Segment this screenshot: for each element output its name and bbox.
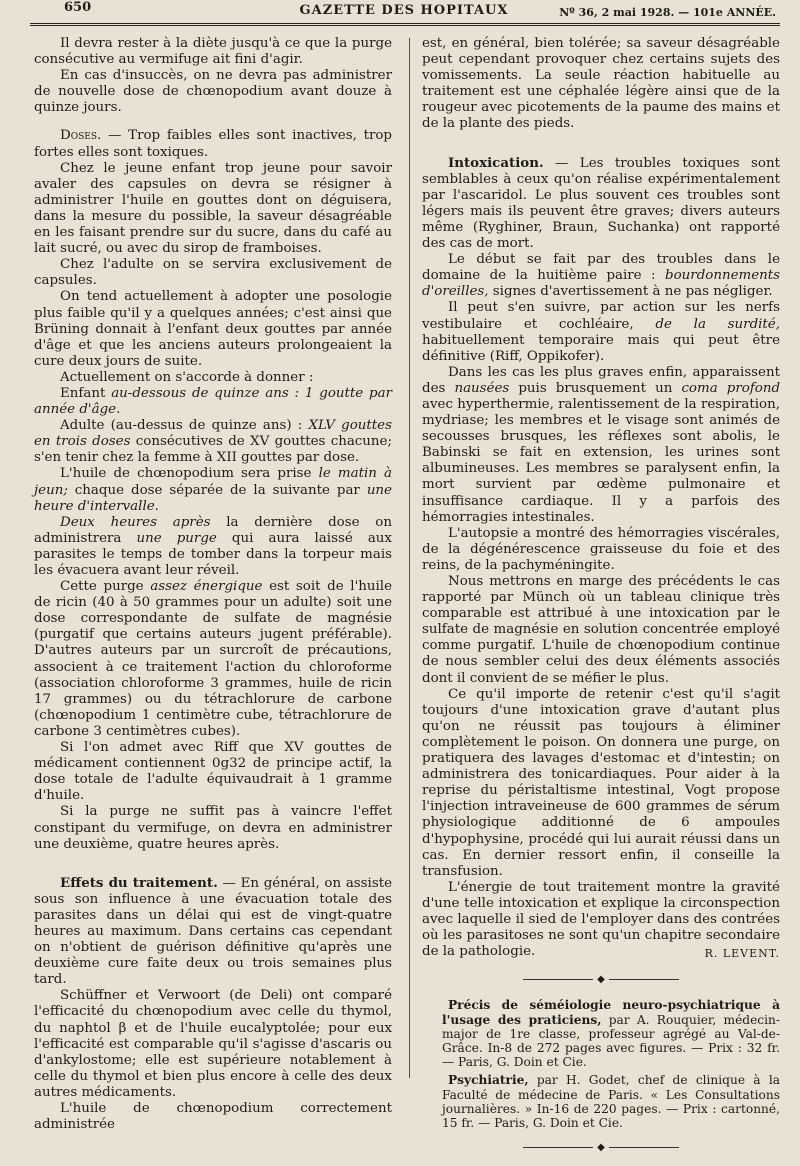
text: Cette purge [60, 579, 151, 595]
left-column [34, 36, 392, 1133]
paragraph: L'autopsie a montré des hémorragies viscérales, de la dégénérescence graisseuse du foie et des reins, de la pachyméningite. [422, 525, 780, 573]
text: puis brusquement un [509, 380, 682, 396]
text: est soit de l'huile de ricin (40 à 50 grammes pour un adulte) soit une dose correspondante de sulfate de magnésie (purgatif que certains auteurs jugent préférable). D'autres auteurs par un surcroît de précautions, associent à ce traitement l'action du chloroforme (association chloroforme 3 grammes, huile de ricin 17 grammes) ou du tétrachlorure de carbone (chœnopodium 1 centimètre cube, tétrachlorure de carbone 3 centimètres cubes). [34, 579, 393, 739]
italic-text: nausées [454, 380, 510, 396]
column-divider [409, 38, 410, 1078]
italic-text: le matin à jeun; [34, 466, 392, 498]
paragraph [422, 300, 780, 364]
italic-text: Deux heures après [60, 514, 211, 530]
journal-title: GAZETTE DES HOPITAUX [299, 3, 509, 18]
paragraph [34, 386, 392, 418]
paragraph: est, en général, bien tolérée; sa saveur désagréable peut cependant provoquer chez certains sujets des vomissements. La seule réaction habituelle au traitement est une céphalée légère ainsi que de la rougeur avec picotements de la paume des mains et de la plante des pieds. [422, 36, 780, 132]
section-heading-intoxication: Intoxication. [448, 154, 544, 171]
paragraph: Si l'on admet avec Riff que XV gouttes de médicament contiennent 0g32 de principe actif, la dose totale de l'adulte équivaudrait à 1 gramme d'huile. [34, 740, 392, 804]
text: la dernière dose on administrera [34, 514, 392, 546]
text: Le début se fait par des troubles dans le domaine de la huitième paire : [422, 252, 780, 284]
header-rule [30, 23, 780, 26]
paragraph-doses [34, 128, 392, 160]
paragraph [34, 466, 392, 514]
text: Dans les cas les plus graves enfin, apparaissent des [422, 364, 780, 396]
paragraph: On tend actuellement à adopter une posologie plus faible qu'il y a quelques années; c'est ainsi que Brüning donnait à l'enfant deux gouttes par année d'âge et que les anciens auteurs prolongeaient la cure deux jours de suite. [34, 289, 392, 369]
italic-text: coma profond [681, 380, 781, 396]
text: L'huile de chœnopodium sera prise [60, 466, 319, 482]
paragraph: Si la purge ne suffit pas à vaincre l'effet constipant du vermifuge, on devra en administrer une deuxième, quatre heures après. [34, 804, 392, 852]
paragraph [34, 418, 392, 466]
book-title: Psychiatrie, [448, 1073, 529, 1088]
text: avec hyperthermie, ralentissement de la respiration, mydriase; les membres et le visage sont animés de secousses brusques, les réflexes sont abolis, le Babinski se fait en extension, les urines sont albumineuses. Les membres se paralysent enfin, la mort survient par œdème pulmonaire et insuffisance cardiaque. Il y a parfois des hémorragies intestinales. [422, 396, 780, 525]
paragraph [34, 579, 392, 740]
text: Adulte (au-dessus de quinze ans) : [60, 418, 309, 434]
book-details: par H. Godet, chef de clinique à la Faculté de médecine de Paris. « Les Consultations journalières. » In-16 de 220 pages. — Prix : cartonné, 15 fr. — Paris, G. Doin et Cie. [442, 1073, 780, 1130]
section-heading-doses: Doses. [60, 128, 102, 144]
text: qui aura laissé aux parasites le temps de tomber dans la torpeur mais les évacuera avant leur réveil. [34, 530, 392, 578]
text: Il peut s'en suivre, par action sur les nerfs vestibulaire et cochléaire, [422, 300, 780, 332]
section-heading-effets: Effets du traitement. [60, 874, 218, 891]
text: Enfant [60, 385, 112, 401]
paragraph: Il devra rester à la diète jusqu'à ce que la purge consécutive au vermifuge ait fini d'agir. [34, 36, 392, 68]
page-number: 650 [64, 0, 92, 15]
paragraph-text: — Trop faibles elles sont inactives, trop fortes elles sont toxiques. [34, 128, 392, 160]
book-details: par A. Rouquier, médecin-major de 1re classe, professeur agrégé au Val-de-Grâce. In-8 de 272 pages avec figures. — Prix : 32 fr. — Paris, G. Doin et Cie. [442, 1012, 781, 1070]
paragraph: En cas d'insuccès, on ne devra pas administrer de nouvelle dose de chœnopodium avant douze à quinze jours. [34, 68, 392, 116]
paragraph [34, 515, 392, 579]
paragraph: Ce qu'il importe de retenir c'est qu'il s'agit toujours d'une intoxication grave d'autant plus qu'on ne réussit pas toujours à éliminer complètement le poison. On donnera une purge, on pratiquera des lavages d'estomac et d'intestin; on administrera des tonicardiaques. Pour aider à la reprise du péristaltisme intestinal, Vogt propose l'injection intraveineuse de 600 grammes de sérum physiologique additionné de 6 ampoules d'hypophysine, procédé qui lui aurait réussi dans un cas. En dernier ressort enfin, il conseille la transfusion. [422, 686, 780, 879]
text: L'énergie de tout traitement montre la gravité d'une telle intoxication et explique la circonspection avec laquelle il sied de l'employer dans des contrées où les parasitoses ne sont qu'un chapitre secondaire de la pathologie. [422, 879, 780, 960]
text: habituellement temporaire mais qui peut être définitive (Riff, Oppikofer). [422, 332, 780, 364]
italic-text: une heure d'intervalle. [34, 482, 392, 514]
paragraph [422, 365, 780, 526]
paragraph: Schüffner et Verwoort (de Deli) ont comparé l'efficacité du chœnopodium avec celle du thymol, du naphtol β et de l'huile eucalyptolée; pour eux l'efficacité est comparable qu'il s'agisse d'ascaris ou d'ankylostome; elle est supérieure notablement à celle du thymol et bien plus encore à celle des deux autres médicaments. [34, 988, 392, 1100]
book-title: Précis de séméiologie neuro-psychiatrique à l'usage des praticiens, [442, 998, 780, 1027]
paragraph [422, 252, 780, 300]
paragraph: L'huile de chœnopodium correctement administrée [34, 1101, 392, 1133]
paragraph: Actuellement on s'accorde à donner : [60, 369, 314, 385]
bibliography-entry [422, 998, 780, 1069]
paragraph-intoxication [422, 155, 780, 253]
italic-text: de la surdité, [655, 316, 780, 332]
italic-text: bourdonnements d'oreilles, [422, 268, 780, 300]
text: chaque dose séparée de la suivante par [67, 482, 367, 498]
paragraph: Chez l'adulte on se servira exclusivement de capsules. [34, 257, 392, 289]
paragraph: Chez le jeune enfant trop jeune pour savoir avaler des capsules on devra se résigner à administrer l'huile en gouttes dont on déguisera, dans la mesure du possible, la saveur désagréable en les faisant prendre sur du sucre, dans du café au lait sucré, ou avec du sirop de framboises. [34, 160, 392, 257]
paragraph-text: — En général, on assiste sous son influence à une évacuation totale des parasites dans un délai qui est de vingt-quatre heures au maximum. Dans certains cas cependant on n'obtient de guérison définitive qu'après une deuxième cure faite deux ou trois semaines plus tard. [34, 875, 393, 988]
italic-text: XLV gouttes en trois doses [34, 418, 392, 450]
italic-text: au-dessous de quinze ans : 1 goutte par année d'âge. [34, 385, 392, 418]
page-header [30, 0, 778, 22]
ornament-divider: ◆ [422, 1140, 780, 1156]
right-column [422, 36, 780, 1166]
author-signature: R. LEVENT. [704, 947, 780, 961]
ornament-divider: ◆ [422, 972, 780, 988]
paragraph [422, 880, 780, 960]
issue-info: Nº 36, 2 mai 1928. — 101e ANNÉE. [559, 6, 776, 19]
paragraph-effets [34, 875, 392, 989]
paragraph: Nous mettrons en marge des précédents le cas rapporté par Münch où un tableau clinique très comparable est attribué à une intoxication par le sulfate de magnésie en solution concentrée employé comme purgatif. L'huile de chœnopodium continue de nous sembler celui des deux éléments associés dont il convient de se méfier le plus. [422, 574, 780, 686]
italic-text: une purge [136, 530, 217, 546]
paragraph-text: — Les troubles toxiques sont semblables à ceux qu'on réalise expérimentalement par l'ascaridol. Le plus souvent ces troubles sont légers mais ils peuvent être graves; divers auteurs même (Ryghiner, Braun, Suchanka) ont rapporté des cas de mort. [422, 155, 780, 252]
text: signes d'avertissement à ne pas négliger. [488, 284, 773, 300]
text: consécutives de XV gouttes chacune; s'en tenir chez la femme à XII gouttes par dose. [34, 434, 392, 466]
italic-text: assez énergique [150, 579, 263, 595]
